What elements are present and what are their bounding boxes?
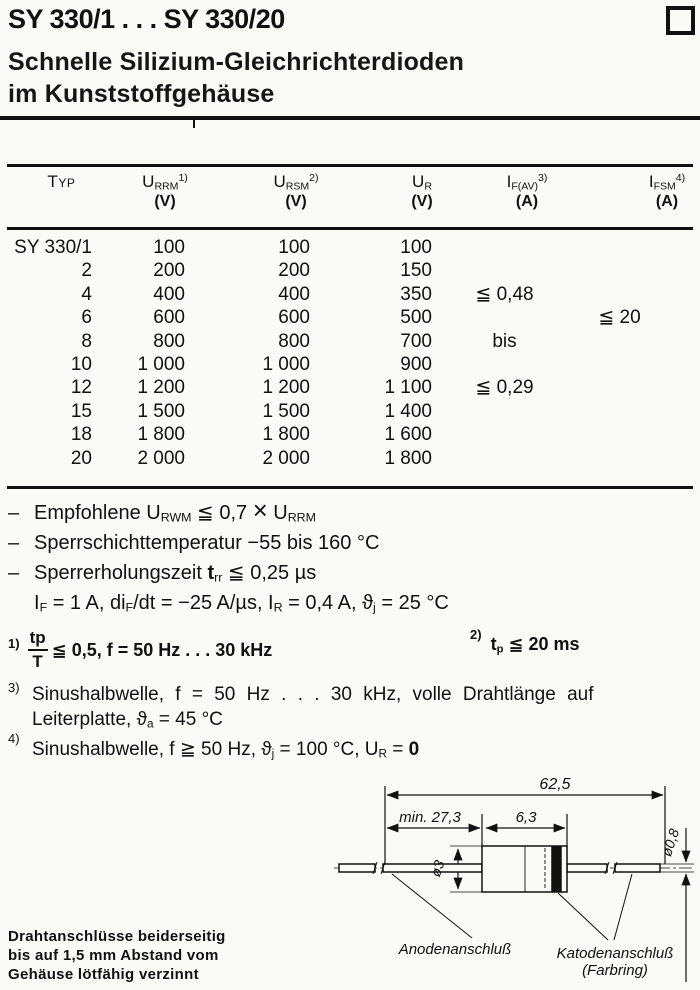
cell-ifsm (577, 236, 662, 259)
footnote-4 (8, 731, 696, 761)
col-header-ur: $U_R$ (V) (411, 172, 433, 211)
footnote-1 (8, 629, 272, 671)
cell-ifsm (577, 447, 662, 470)
footnote-row-1-2 (8, 624, 698, 676)
cell-ifsm (577, 400, 662, 423)
cell-ursm: 1 500 (262, 400, 310, 422)
footnote-marker-1: 1) (8, 635, 20, 651)
cell-ifav: ≦ 0,48 (475, 283, 534, 305)
subtitle-line-1: Schnelle Silizium-Gleichrichterdioden (8, 48, 465, 76)
cell-ifsm (577, 259, 662, 282)
cell-urrm: 100 (153, 237, 185, 258)
cell-urrm: 800 (153, 330, 185, 352)
footnote-1-text: ≦ 0,5, f = 50 Hz . . . 30 kHz (51, 639, 273, 660)
cell-ursm: 800 (278, 330, 310, 352)
cell-ursm: 1 200 (262, 377, 310, 399)
cell-typ: 10 (70, 353, 92, 375)
registration-tick (193, 120, 195, 128)
cell-typ: 2 (81, 260, 92, 282)
cell-ur: 350 (400, 283, 432, 305)
cell-ifav (432, 353, 577, 376)
cell-ur: 500 (400, 307, 432, 329)
footnote-4-text: Sinushalbwelle, f ≧ 50 Hz, $ϑ_j = 100$ °C, $U_R = 0$ (32, 739, 420, 761)
fraction-tp-T: $\frac{tp}{T}$ (29, 628, 46, 671)
table-row (0, 447, 700, 470)
table-row (0, 400, 700, 423)
cathode-lead-segment (615, 864, 660, 872)
note-text: Empfohlene $U_{RWM}$ ≦ $0,7 \times U_{RRM}$ (34, 497, 316, 525)
table-row (0, 330, 700, 353)
cell-ifav (432, 236, 577, 259)
table-row (0, 423, 700, 446)
cell-ifav: bis (492, 330, 517, 352)
cell-ursm: 400 (278, 283, 310, 305)
cell-ifav (432, 423, 577, 446)
cell-ur: 1 600 (384, 424, 432, 446)
dimension-label-body-length: 6,3 (515, 809, 537, 826)
cell-urrm: 1 800 (137, 424, 185, 446)
table-row (0, 283, 700, 306)
footnote-marker-3: 3) (8, 680, 20, 695)
subtitle-line-2: im Kunststoffgehäuse (8, 80, 275, 108)
note-test-conditions (8, 588, 698, 618)
table-header-rule (7, 227, 693, 230)
corner-checkbox (666, 6, 695, 35)
table-row (0, 376, 700, 399)
cathode-lead-label: Katodenanschluß (556, 945, 674, 962)
footnote-2 (470, 627, 580, 656)
cell-ur: 900 (400, 353, 432, 375)
package-outline-diagram (330, 770, 700, 988)
footnote-3 (8, 682, 696, 737)
cell-ifav (432, 259, 577, 282)
cell-urrm: 400 (153, 283, 185, 305)
footnote-2-text: $t_p$ ≦ 20 ms (490, 634, 580, 656)
col-header-ifav: $I_{F(AV)}^{3)}$ (A) (506, 172, 548, 211)
cathode-lead-label-2: (Farbring) (582, 962, 648, 979)
diode-body-drawing (339, 846, 660, 892)
dimension-label-body-diameter: ø3 (427, 858, 448, 879)
cell-ifsm (577, 423, 662, 446)
table-row (0, 236, 700, 259)
note-text: $I_F = 1$ A, $di_F/dt = -25$ A/µs, $I_R = 0,4$ A, $ϑ_j = 25$ °C (34, 592, 449, 615)
cell-ursm: 100 (278, 237, 310, 258)
page-title: SY 330/1 . . . SY 330/20 (8, 4, 285, 34)
cell-typ: 8 (81, 330, 92, 352)
cell-urrm: 600 (153, 307, 185, 329)
cell-urrm: 200 (153, 260, 185, 282)
table-header (0, 172, 700, 224)
anode-lead-segment (339, 864, 375, 872)
cell-ifav (432, 400, 577, 423)
cell-ifav: ≦ 0,29 (475, 377, 534, 399)
col-header-urrm: $U_{RRM}^{1)}$ (V) (142, 172, 188, 211)
cell-ifsm (577, 330, 662, 353)
cell-ifav (432, 447, 577, 470)
cell-ifsm (577, 283, 662, 306)
cell-urrm: 1 000 (137, 353, 185, 375)
table-bottom-rule (7, 486, 693, 489)
cathode-band (552, 847, 561, 891)
cell-ifsm: ≦ 20 (598, 307, 641, 329)
cell-ifsm (577, 353, 662, 376)
cell-ur: 700 (400, 330, 432, 352)
cell-ur: 150 (400, 260, 432, 282)
cell-ur: 1 400 (384, 400, 432, 422)
cell-ursm: 1 800 (262, 424, 310, 446)
cell-typ: 4 (81, 283, 92, 305)
cell-typ: 12 (70, 377, 92, 399)
note-reverse-recovery (8, 558, 698, 588)
note-dash: – (8, 502, 20, 524)
cell-ur: 1 100 (384, 377, 432, 399)
cell-ursm: 1 000 (262, 353, 310, 375)
table-top-rule (7, 164, 693, 167)
cell-typ: SY 330/1 (14, 237, 92, 258)
col-header-typ: Typ (47, 172, 76, 191)
footnote-marker-2: 2) (470, 627, 482, 642)
note-text: Sperrschichttemperatur −55 bis 160 °C (34, 532, 380, 554)
note-dash: – (8, 532, 20, 554)
cathode-lead-segment (567, 864, 607, 872)
cell-ursm: 2 000 (262, 447, 310, 469)
cell-typ: 15 (70, 400, 92, 422)
cell-typ: 18 (70, 424, 92, 446)
solderability-note (8, 927, 226, 984)
cell-urrm: 2 000 (137, 447, 185, 469)
table-row (0, 353, 700, 376)
header-rule (0, 116, 700, 120)
cell-ursm: 600 (278, 307, 310, 329)
footnote-marker-4: 4) (8, 731, 20, 746)
anode-lead-label: Anodenanschluß (398, 941, 512, 958)
cell-ursm: 200 (278, 260, 310, 282)
page-subtitle (8, 46, 464, 110)
cell-ifav (432, 306, 577, 329)
note-text: Sperrerholungszeit $t_{rr}$ ≦ 0,25 µs (34, 562, 317, 585)
cell-ur: 100 (400, 237, 432, 258)
solderability-note-line-1: Drahtanschlüsse beiderseitig (8, 928, 226, 945)
solderability-note-line-3: Gehäuse lötfähig verzinnt (8, 966, 199, 983)
cell-typ: 20 (70, 447, 92, 469)
note-dash: – (8, 562, 20, 584)
cell-typ: 6 (81, 307, 92, 329)
cell-urrm: 1 200 (137, 377, 185, 399)
col-header-ursm: $U_{RSM}^{2)}$ (V) (273, 172, 319, 211)
table-row (0, 259, 700, 282)
footnote-3-line-1: Sinushalbwelle, f = 50 Hz . . . 30 kHz, volle Drahtlänge auf (32, 684, 594, 705)
note-junction-temperature (8, 528, 698, 558)
col-header-ifsm: $I_{FSM}^{4)}$ (A) (648, 172, 686, 211)
dimension-label-lead-diameter: ø0,8 (658, 826, 683, 859)
table-row (0, 306, 700, 329)
dimension-label-overall: 62,5 (539, 776, 571, 793)
notes-list (8, 498, 698, 618)
solderability-note-line-2: bis auf 1,5 mm Abstand vom (8, 947, 219, 964)
cell-urrm: 1 500 (137, 400, 185, 422)
note-recommended-urwm (8, 498, 698, 528)
cell-ifsm (577, 376, 662, 399)
spec-table-body (0, 236, 700, 470)
dimension-label-lead-length: min. 27,3 (399, 809, 461, 826)
footnote-3-line-2: Leiterplatte, $ϑ_a = 45$ °C (32, 709, 223, 731)
cell-ur: 1 800 (384, 447, 432, 469)
